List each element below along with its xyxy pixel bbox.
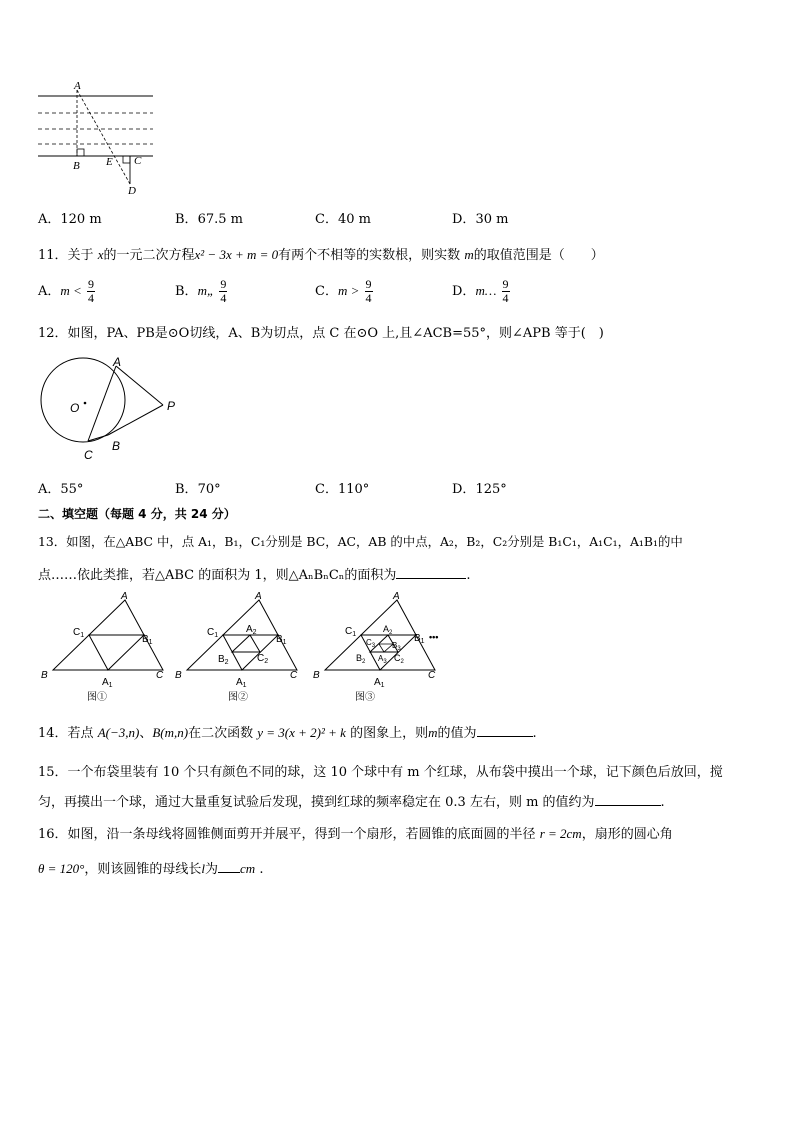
label-A1: $A_1$ [236,677,247,689]
triangle-A2B2C2 [232,635,260,652]
q16-line2: θ = 120°，则该圆锥的母线长l为 cm . [38,861,264,877]
q10-option-a: A．120 m [38,212,102,227]
q16-answer-blank[interactable] [218,860,240,873]
circle-O [41,358,125,442]
label-C3: $C_3$ [366,638,376,649]
q14-function: y = 3(x + 2)² + k [257,725,346,740]
label-B1: $B_1$ [276,634,287,646]
q11-option-a: A．m < $\frac{9}{4}$ [38,277,94,305]
q14-stem: 14．若点 A(−3,n)、B(m,n)在二次函数 y = 3(x + 2)² + k 的图象上，则m的值为 . [38,725,537,741]
chord-AC [88,366,116,441]
label-B: B [175,670,182,681]
label-A: A [255,591,262,602]
q13-figure-1 [38,590,173,708]
q10-option-b: B．67.5 m [175,212,243,227]
label-C1: $C_1$ [207,627,219,639]
q12-figure [38,352,188,464]
tangent-PA [116,366,163,405]
label-A: A [74,80,81,92]
label-A: A [113,355,122,369]
q15-line2: 匀，再摸出一个球，通过大量重复试验后发现，摸到红球的频率稳定在 0.3 左右，则 m 的值约为 . [38,795,665,810]
label-A3: $A_3$ [378,654,387,665]
q12-option-d: D．125° [452,482,507,497]
label-C2: $C_2$ [394,653,404,665]
tangent-PB [108,405,163,435]
q13-figure-3 [310,590,460,708]
label-B: B [313,670,320,681]
label-C: C [156,670,164,681]
q12-option-b: B．70° [175,482,221,497]
q11-equation: x² − 3x + m = 0 [194,247,279,262]
label-A: A [121,591,128,602]
q10-option-d: D．30 m [452,212,509,227]
label-B: B [73,160,80,172]
q15-line1: 15．一个布袋里装有 10 个只有颜色不同的球，这 10 个球中有 m 个红球，从布袋中摸出一个球，记下颜色后放回，搅 [38,765,723,780]
q10-option-c: C．40 m [315,212,371,227]
caption-fig3: 图③ [355,692,375,703]
label-B: B [112,439,121,453]
q12-option-c: C．110° [315,482,370,497]
label-D: D [128,185,136,197]
label-B2: $B_2$ [218,654,229,666]
caption-fig2: 图② [228,692,248,703]
ellipsis: ••• [429,632,439,642]
section2-title: 二、填空题（每题 4 分，共 24 分） [38,507,236,521]
label-A2: $A_2$ [383,624,393,636]
q14-answer-blank[interactable] [477,724,533,737]
chord-CB [88,435,108,441]
label-B1: $B_1$ [414,633,425,645]
q16-line1: 16．如图，沿一条母线将圆锥侧面剪开并展平，得到一个扇形，若圆锥的底面圆的半径 r = 2cm，扇形的圆心角 [38,826,673,842]
label-C1: $C_1$ [73,627,85,639]
label-B2: $B_2$ [356,653,366,665]
triangle-A3B3C3 [379,644,393,652]
q12-stem: 12．如图，PA、PB是⊙O切线，A、B为切点，点 C 在⊙O 上,且∠ACB=55°，则∠APB 等于( ) [38,326,604,341]
right-angle-B [77,149,84,156]
label-C2: $C_2$ [257,653,269,665]
q11-option-b: B．m„ $\frac{9}{4}$ [175,277,227,305]
label-A1: $A_1$ [102,677,113,689]
q13-line2: 点……依此类推，若△ABC 的面积为 1，则△AₙBₙCₙ的面积为 . [38,568,471,583]
label-A1: $A_1$ [374,677,385,689]
q11-option-c: C．m > $\frac{9}{4}$ [315,277,372,305]
label-O: O [70,401,80,415]
segment-AD [77,90,130,184]
label-C1: $C_1$ [345,626,357,638]
label-C: C [134,155,142,167]
triangle-A1B1C1 [89,635,144,670]
label-C: C [428,670,436,681]
q13-line1: 13．如图，在△ABC 中，点 A₁，B₁，C₁分别是 BC，AC，AB 的中点，A₂，B₂，C₂分别是 B₁C₁，A₁C₁，A₁B₁的中 [38,534,683,549]
label-B: B [41,670,48,681]
center-O-dot [84,402,87,405]
label-B1: $B_1$ [142,634,153,646]
label-E: E [106,156,113,168]
label-A: A [393,591,400,602]
q12-option-a: A．55° [38,482,84,497]
label-C: C [84,448,93,462]
q15-answer-blank[interactable] [595,793,661,806]
label-A2: $A_2$ [246,624,257,636]
q11-option-d: D．m… $\frac{9}{4}$ [452,277,509,305]
label-C: C [290,670,298,681]
q11-stem: 11．关于 x的一元二次方程x² − 3x + m = 0有两个不相等的实数根，则实数 m的取值范围是（ ） [38,247,604,263]
q10-figure [36,80,161,198]
label-P: P [167,399,176,413]
q13-answer-blank[interactable] [396,566,466,579]
label-B3: $B_3$ [392,641,401,652]
caption-fig1: 图① [87,692,107,703]
right-angle-C [123,156,130,163]
q13-figure-2 [172,590,312,708]
